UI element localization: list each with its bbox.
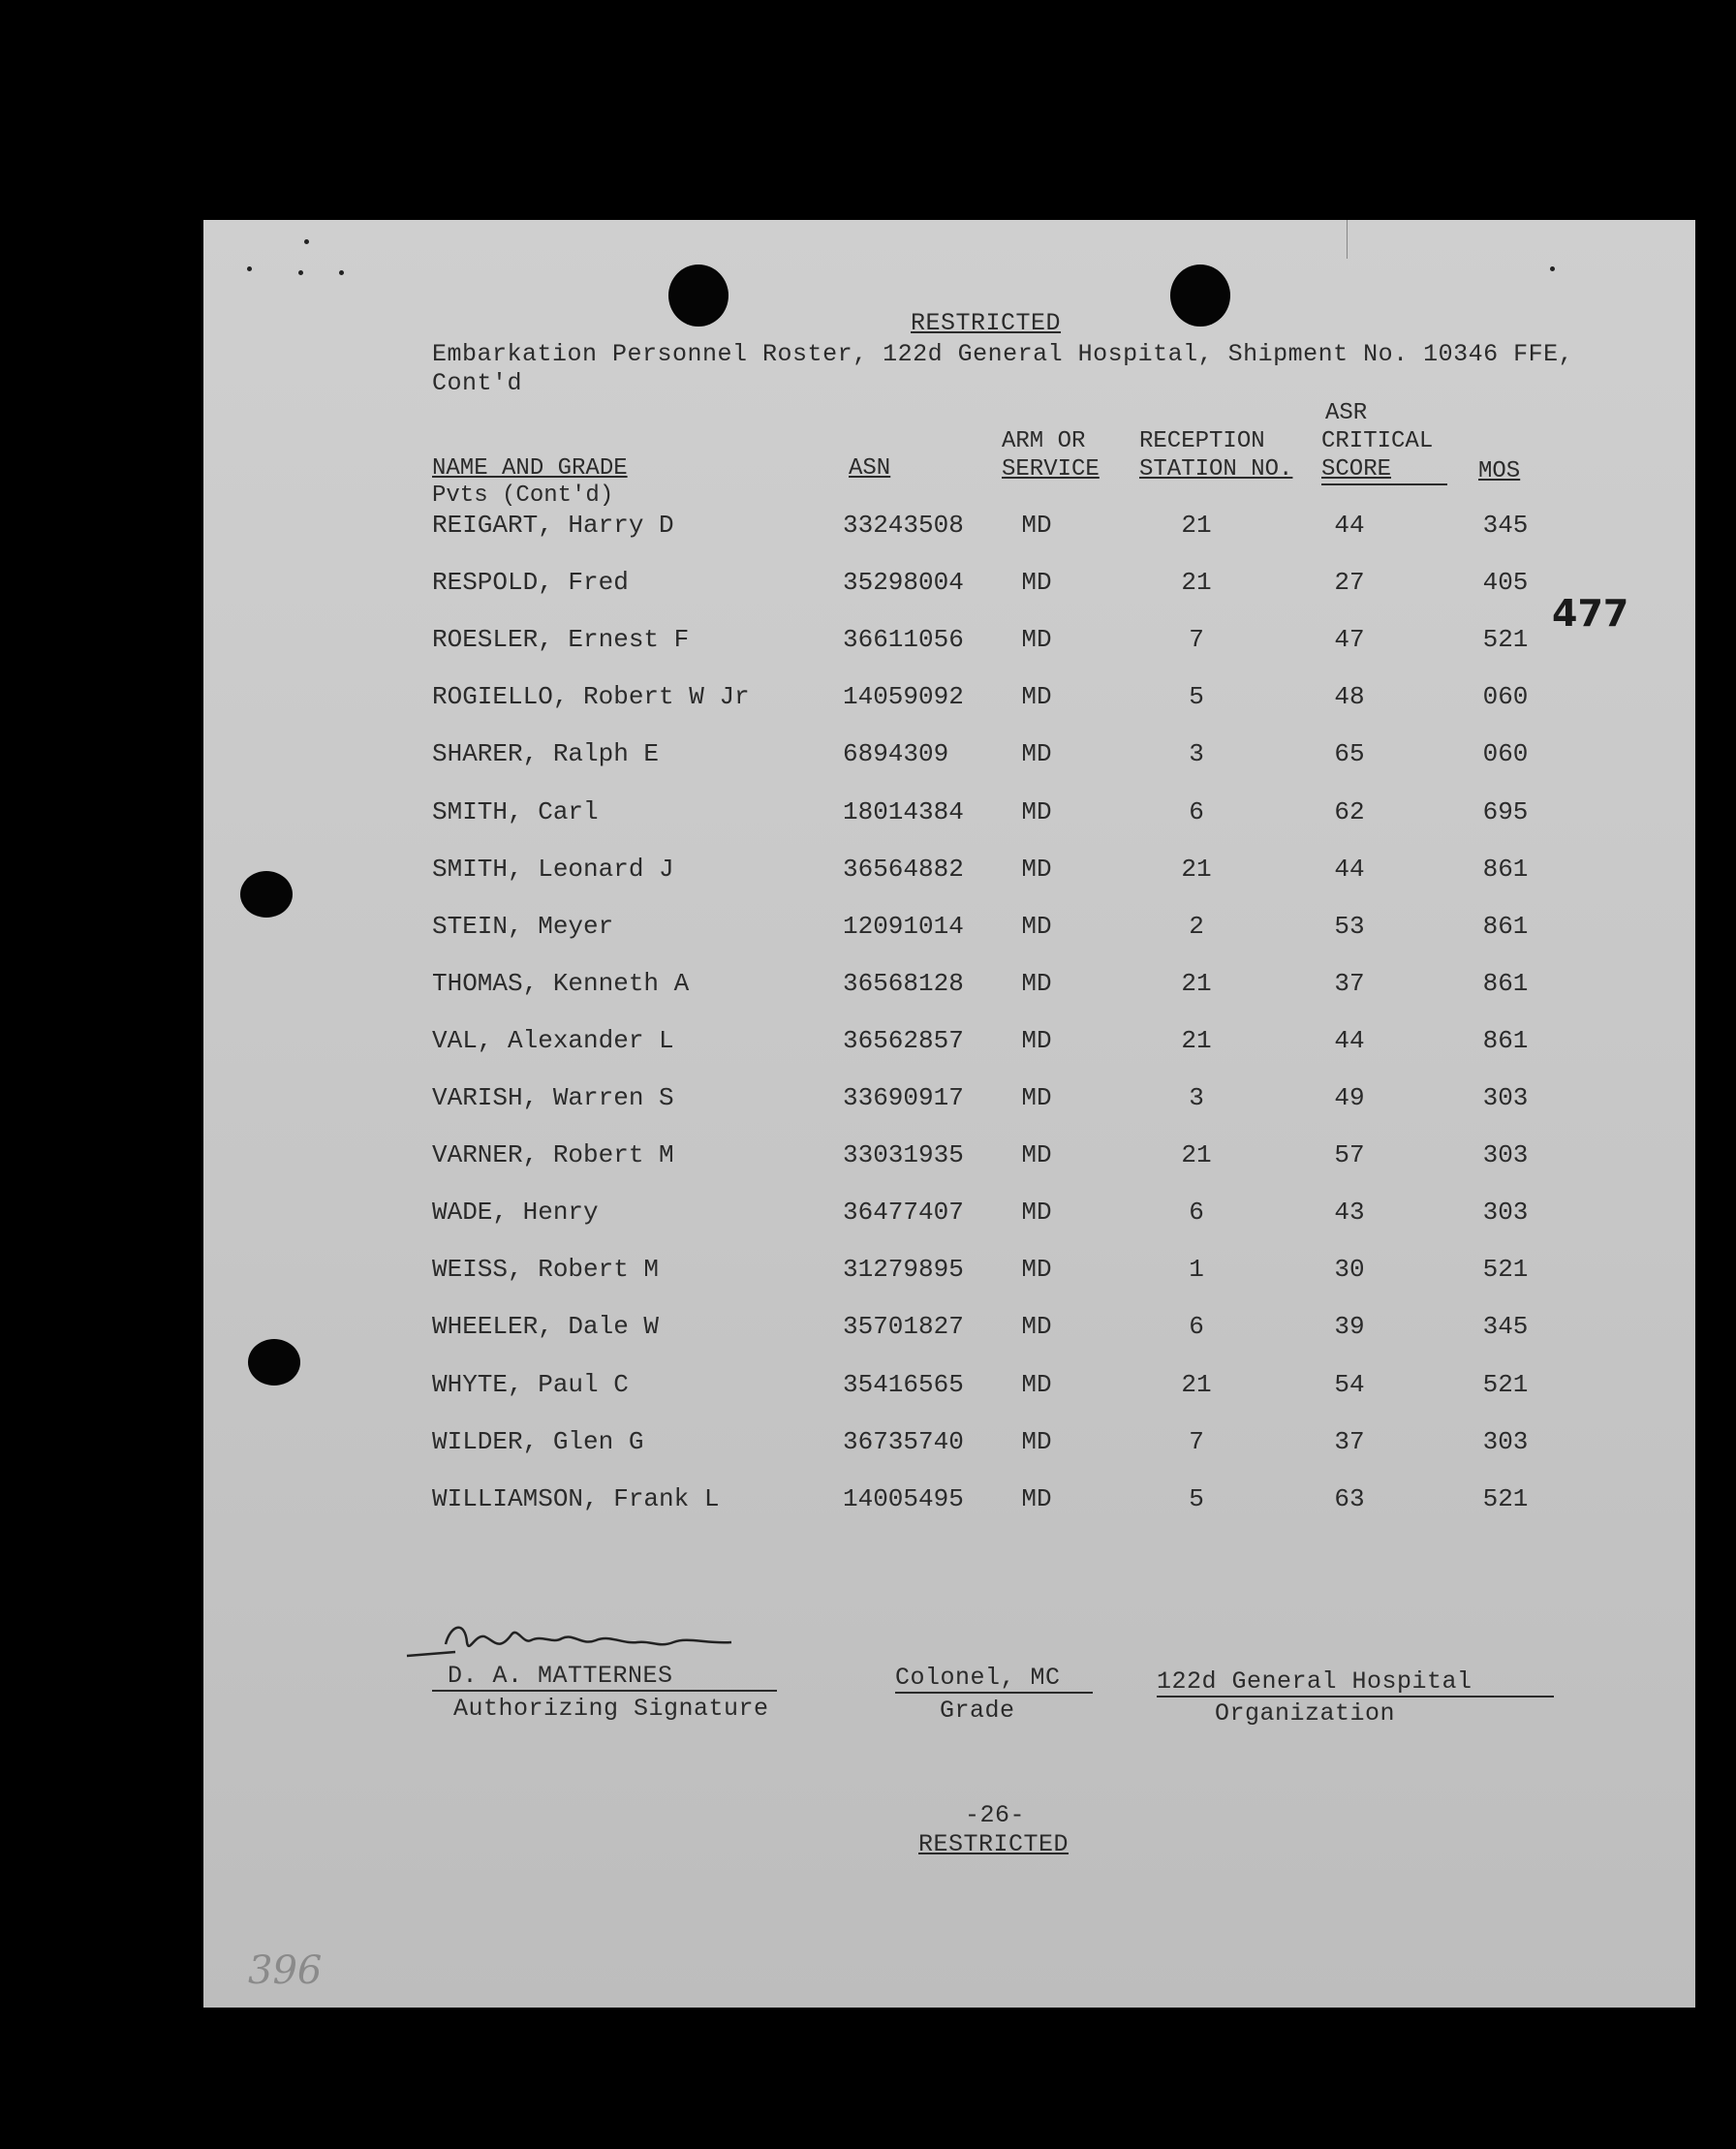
typed-signer-name: D. A. MATTERNES (448, 1662, 673, 1690)
cell-mos: 521 (1482, 1483, 1529, 1513)
cell-asn: 12091014 (843, 911, 964, 941)
classification-top: RESTRICTED (911, 309, 1062, 337)
cell-name: WILDER, Glen G (432, 1426, 644, 1456)
cell-station: 21 (1181, 854, 1212, 884)
column-header-mos: MOS (1478, 458, 1521, 484)
cell-score: 54 (1334, 1369, 1365, 1399)
cell-score: 44 (1334, 511, 1365, 540)
cell-asn: 35701827 (843, 1312, 964, 1342)
cell-mos: 345 (1482, 1312, 1529, 1342)
pencil-note: 396 (248, 1948, 323, 1993)
page-number: -26- (965, 1801, 1026, 1829)
cell-arm: MD (1021, 1025, 1052, 1055)
punch-hole (668, 265, 728, 327)
speck (304, 239, 309, 244)
cell-arm: MD (1021, 1255, 1052, 1285)
column-header-reception-1: RECEPTION (1139, 428, 1265, 454)
cell-mos: 521 (1482, 625, 1529, 655)
cell-asn: 36735740 (843, 1426, 964, 1456)
cell-arm: MD (1021, 854, 1052, 884)
cell-name: SHARER, Ralph E (432, 739, 660, 769)
cell-asn: 14059092 (843, 682, 964, 712)
cell-asn: 33031935 (843, 1140, 964, 1170)
cell-mos: 861 (1482, 1025, 1529, 1055)
stamp-number: 477 (1552, 592, 1629, 635)
cell-mos: 303 (1482, 1083, 1529, 1112)
roster-title-continued: Cont'd (432, 369, 523, 397)
cell-asn: 36568128 (843, 968, 964, 998)
cell-mos: 521 (1482, 1369, 1529, 1399)
cell-mos: 345 (1482, 511, 1529, 540)
cell-score: 48 (1334, 682, 1365, 712)
cell-arm: MD (1021, 1426, 1052, 1456)
cell-name: THOMAS, Kenneth A (432, 968, 690, 998)
cell-arm: MD (1021, 1083, 1052, 1112)
cell-arm: MD (1021, 511, 1052, 540)
cell-asn: 36477407 (843, 1198, 964, 1228)
cell-name: WHYTE, Paul C (432, 1369, 629, 1399)
column-header-arm-2: SERVICE (1002, 456, 1100, 483)
cell-score: 27 (1334, 568, 1365, 598)
cell-station: 21 (1181, 568, 1212, 598)
cell-station: 21 (1181, 1025, 1212, 1055)
grade-line (895, 1692, 1093, 1694)
cell-name: ROGIELLO, Robert W Jr (432, 682, 750, 712)
punch-hole (248, 1339, 300, 1386)
cell-arm: MD (1021, 682, 1052, 712)
column-header-asr-2: CRITICAL (1321, 428, 1434, 454)
cell-mos: 060 (1482, 739, 1529, 769)
speck (339, 270, 344, 275)
column-header-asr-1: ASR (1325, 400, 1368, 426)
cell-mos: 405 (1482, 568, 1529, 598)
cell-asn: 18014384 (843, 796, 964, 826)
cell-mos: 303 (1482, 1140, 1529, 1170)
cell-asn: 36564882 (843, 854, 964, 884)
cell-station: 6 (1189, 1198, 1204, 1228)
cell-score: 39 (1334, 1312, 1365, 1342)
cell-mos: 861 (1482, 854, 1529, 884)
cell-arm: MD (1021, 911, 1052, 941)
cell-asn: 35416565 (843, 1369, 964, 1399)
cell-arm: MD (1021, 1140, 1052, 1170)
column-header-name: NAME AND GRADE (432, 455, 628, 482)
column-header-asn: ASN (849, 455, 891, 482)
cell-score: 47 (1334, 625, 1365, 655)
cell-station: 5 (1189, 1483, 1204, 1513)
cell-score: 63 (1334, 1483, 1365, 1513)
organization-caption: Organization (1215, 1699, 1396, 1728)
cell-station: 7 (1189, 625, 1204, 655)
cell-asn: 14005495 (843, 1483, 964, 1513)
cell-arm: MD (1021, 968, 1052, 998)
cell-arm: MD (1021, 1369, 1052, 1399)
cell-name: ROESLER, Ernest F (432, 625, 690, 655)
column-header-reception-2: STATION NO. (1139, 456, 1293, 483)
cell-name: VARNER, Robert M (432, 1140, 674, 1170)
punch-hole (240, 871, 293, 918)
group-label: Pvts (Cont'd) (432, 483, 614, 509)
cell-asn: 35298004 (843, 568, 964, 598)
cell-asn: 33243508 (843, 511, 964, 540)
cell-arm: MD (1021, 739, 1052, 769)
cell-station: 21 (1181, 511, 1212, 540)
roster-title: Embarkation Personnel Roster, 122d General Hospital, Shipment No. 10346 FFE, (432, 340, 1574, 368)
cell-score: 37 (1334, 1426, 1365, 1456)
cell-score: 53 (1334, 911, 1365, 941)
cell-station: 6 (1189, 796, 1204, 826)
cell-name: SMITH, Carl (432, 796, 599, 826)
cell-arm: MD (1021, 1483, 1052, 1513)
cell-arm: MD (1021, 1312, 1052, 1342)
cell-mos: 861 (1482, 968, 1529, 998)
document-page (203, 220, 1695, 2008)
cell-asn: 36611056 (843, 625, 964, 655)
cell-name: WHEELER, Dale W (432, 1312, 660, 1342)
cell-station: 6 (1189, 1312, 1204, 1342)
cell-station: 21 (1181, 968, 1212, 998)
cell-mos: 303 (1482, 1426, 1529, 1456)
cell-name: RESPOLD, Fred (432, 568, 629, 598)
cell-mos: 695 (1482, 796, 1529, 826)
cell-score: 62 (1334, 796, 1365, 826)
cell-name: WILLIAMSON, Frank L (432, 1483, 720, 1513)
cell-station: 7 (1189, 1426, 1204, 1456)
cell-asn: 6894309 (843, 739, 949, 769)
column-header-arm-1: ARM OR (1002, 428, 1086, 454)
cell-arm: MD (1021, 625, 1052, 655)
cell-score: 30 (1334, 1255, 1365, 1285)
cell-name: WEISS, Robert M (432, 1255, 660, 1285)
cell-station: 2 (1189, 911, 1204, 941)
cell-score: 44 (1334, 854, 1365, 884)
score-underline (1321, 483, 1447, 485)
cell-station: 1 (1189, 1255, 1204, 1285)
cell-score: 65 (1334, 739, 1365, 769)
cell-score: 49 (1334, 1083, 1365, 1112)
speck (298, 270, 303, 275)
organization-line (1157, 1696, 1554, 1697)
signature-caption: Authorizing Signature (453, 1695, 769, 1723)
cell-arm: MD (1021, 796, 1052, 826)
fold-mark (1347, 220, 1348, 259)
column-header-asr-3: SCORE (1321, 456, 1392, 483)
cell-station: 3 (1189, 739, 1204, 769)
cell-station: 5 (1189, 682, 1204, 712)
cell-arm: MD (1021, 1198, 1052, 1228)
classification-bottom: RESTRICTED (918, 1830, 1070, 1858)
grade-value: Colonel, MC (895, 1664, 1061, 1692)
cell-name: STEIN, Meyer (432, 911, 614, 941)
cell-mos: 521 (1482, 1255, 1529, 1285)
grade-caption: Grade (940, 1697, 1015, 1725)
cell-name: SMITH, Leonard J (432, 854, 674, 884)
cell-asn: 36562857 (843, 1025, 964, 1055)
signature-line (432, 1690, 777, 1692)
cell-mos: 060 (1482, 682, 1529, 712)
cell-station: 21 (1181, 1369, 1212, 1399)
punch-hole (1170, 265, 1230, 327)
cell-mos: 303 (1482, 1198, 1529, 1228)
cell-score: 44 (1334, 1025, 1365, 1055)
cell-station: 3 (1189, 1083, 1204, 1112)
cell-asn: 31279895 (843, 1255, 964, 1285)
cell-score: 43 (1334, 1198, 1365, 1228)
cell-arm: MD (1021, 568, 1052, 598)
speck (247, 266, 252, 271)
organization-value: 122d General Hospital (1157, 1667, 1472, 1696)
cell-station: 21 (1181, 1140, 1212, 1170)
cell-name: WADE, Henry (432, 1198, 599, 1228)
cell-mos: 861 (1482, 911, 1529, 941)
cell-name: VARISH, Warren S (432, 1083, 674, 1112)
cell-score: 57 (1334, 1140, 1365, 1170)
speck (1550, 266, 1555, 271)
cell-asn: 33690917 (843, 1083, 964, 1112)
cell-name: REIGART, Harry D (432, 511, 674, 540)
cell-score: 37 (1334, 968, 1365, 998)
cell-name: VAL, Alexander L (432, 1025, 674, 1055)
